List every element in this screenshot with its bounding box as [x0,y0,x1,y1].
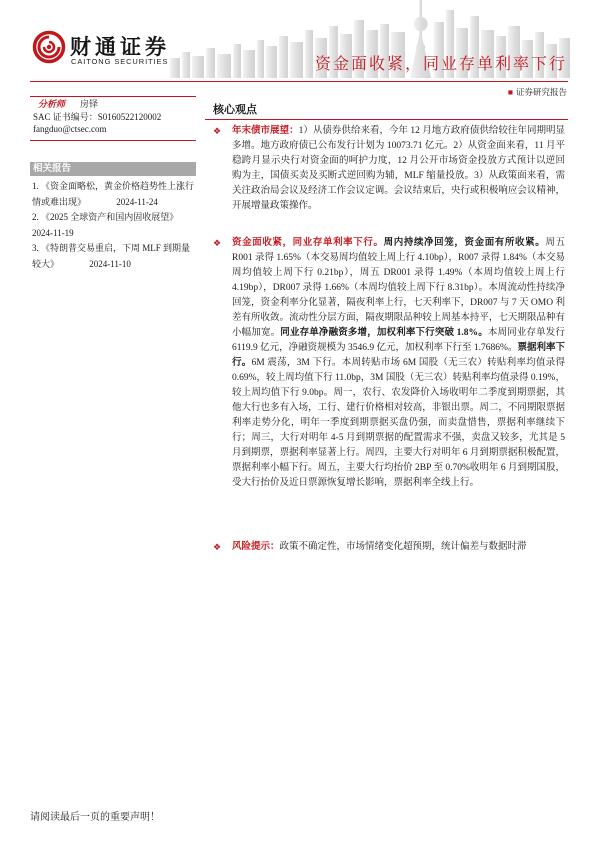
related-report-date: 2024-11-10 [89,258,131,269]
logo-chinese-name: 财通证券 [70,35,170,59]
key-point-text [213,236,565,491]
related-report-title: 《资金面略松，黄金价格趋势性上涨行情或难出现》 [32,181,195,207]
sac-certificate: SAC 证书编号：S0160522120002 [33,112,162,122]
building [206,48,215,78]
key-point-text [213,124,565,214]
building [266,46,277,78]
analyst-top-divider [30,96,196,97]
building [305,30,313,78]
related-report-date: 2024-11-19 [32,227,74,238]
key-point-label: 风险提示： [232,542,280,552]
key-point-label: 资金面收紧，同业存单利率下行。 [232,238,384,248]
building [290,42,303,78]
building [243,50,255,78]
key-point-subhead: 同业存单净融资多增，加权利率下行突破 1.8%。 [280,328,488,338]
diamond-bullet-icon: ❖ [213,126,222,136]
key-point-risk-warning [213,540,565,555]
key-point-year-end-outlook [213,124,565,214]
key-point-body: 本周同业存单发行 6119.9 亿元，净融资规模为 3546.9 亿元，加权利率下行至 1.7686%。 [232,328,565,353]
disclaimer-notice: 请阅读最后一页的重要声明！ [30,812,160,823]
logo-english-name: CAITONG SECURITIES [71,57,169,66]
related-report-item [32,179,196,210]
tv-tower-sphere [414,17,428,31]
building [257,40,264,78]
related-report-item [32,241,196,272]
key-point-label: 年末债市展望： [232,126,299,136]
header-divider [30,81,568,82]
key-point-body: 政策不确定性，市场情绪变化超预期，统计偏差与数据时滞 [279,542,527,552]
analyst-label: 分析师 [38,99,66,109]
company-logo [30,28,180,68]
related-reports-list [32,179,196,272]
related-report-title: 《2025 全球资产和国内固收展望》 [41,212,179,222]
date-spacer [86,197,116,207]
analyst-email: fangduo@ctsec.com [33,124,107,134]
building [233,44,241,78]
building [192,56,204,78]
analyst-info [38,98,99,110]
building [279,36,288,78]
report-title: 资金面收紧，同业存单利率下行 [314,56,567,73]
key-point-body: 1）从债券供给来看，今年 12 月地方政府债供给较往年同期明显多增。地方政府债已公布发行计划为 10073.71 亿元。2）从资金面来看，11 月平稳跨月显示央行对资金面的呵护力度，12 月公开市场资金投放方式预计以逆回购为主，国债买卖及买断式逆回购为辅，MLF 缩量投放。3）从政策面来看，需关注政治局会议及经济工作会议定调。会议结束后，央行或积极响应会议精神，开展增量政策操作。 [232,126,565,211]
report-number: 2. [32,212,39,222]
related-reports-heading: 相关报告 [30,162,196,176]
report-type-label [508,86,567,98]
analyst-bottom-divider [30,140,196,141]
report-number: 1. [32,181,39,191]
key-point-liquidity [213,236,565,491]
related-report-date: 2024-11-24 [116,196,158,207]
date-spacer [59,259,89,269]
related-report-title: 《特朗普交易重启，下周 MLF 到期量较大》 [32,243,191,269]
caitong-logo-icon [32,30,66,64]
report-type-text: 证券研究报告 [515,87,567,97]
key-point-text [213,540,565,555]
analyst-name: 房铎 [80,99,99,109]
diamond-bullet-icon: ❖ [213,238,222,248]
diamond-bullet-icon: ❖ [213,542,222,552]
related-report-item [32,210,196,241]
building [182,52,190,78]
key-point-subhead: 票据利率下行。 [232,343,565,368]
core-views-heading [205,101,568,120]
key-point-body: 周五 R001 录得 1.65%（本交易周均值较上周上行 4.10bp），R007 录得 1.84%（本交易周均值较上周下行 0.21bp），周五 DR001 录得 1.49%（本周均值较上周上行 4.19bp），DR007 录得 1.66%（本周均值较上周下行 8.31bp）。本周流动性持续净回笼，资金利率分化显著，隔夜利率上行，七天利率下，DR007 与 7 天 OMO 利差有所收敛。流动性分层方面，隔夜期限品种较上周基本持平，七天期限品种有小幅加宽。 [232,238,565,338]
key-point-body: 6M 震荡，3M 下行。本周转贴市场 6M 国股（无三农）转贴利率均值录得 0.69%，较上周均值下行 11.0bp，3M 国股（无三农）转贴利率均值录得 0.19%，较上周均值下行 9.0bp。周一，农行、农发降价入场收明年二季度到期票据，其他大行也多有入场，工行、建行价格相对较高，非银出票。周二，不同期限票据利率走势分化，明年一季度到期票据买盘仍强，而卖盘惜售，票据利率继续下行；周三，大行对明年 4-5 月到期票据的配置需求不强，卖盘又较多，尤其是 5 月到期票，票据利率显著上行。周四，主要大行对明年 6 月到期票据积极配置，票据利率小幅下行。周五，主要大行均抬价 2BP 至 0.70%收明年 6 月到期国股，受大行抬价及近日票源恢复增长影响，票据利率全线上行。 [232,358,565,488]
report-number: 3. [32,243,39,253]
square-marker-icon: ■ [507,87,513,97]
key-point-subhead: 周内持续净回笼，资金面有所收紧。 [383,238,546,248]
core-views-heading-text: 核心观点 [213,104,257,116]
building [217,54,231,78]
